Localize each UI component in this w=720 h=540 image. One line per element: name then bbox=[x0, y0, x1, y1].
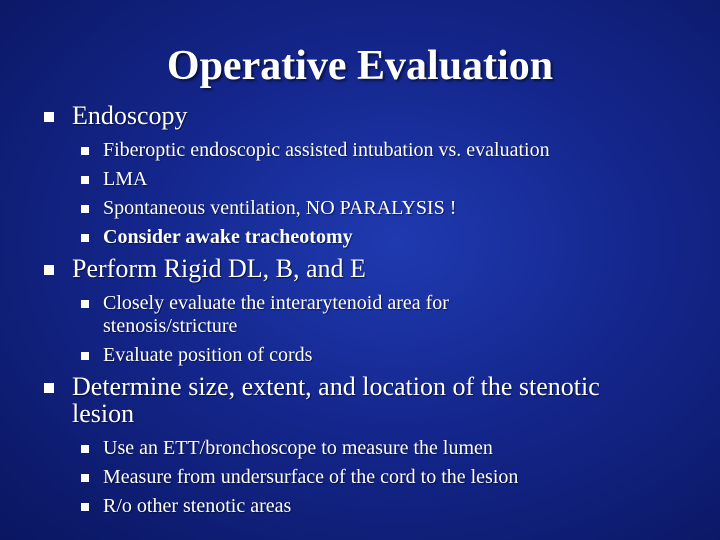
section-heading bbox=[40, 102, 680, 129]
sub-bullet-list bbox=[40, 437, 680, 518]
square-bullet-icon bbox=[81, 147, 89, 155]
list-item bbox=[73, 226, 680, 249]
list-item-text: Evaluate position of cords bbox=[103, 344, 313, 366]
section-heading-text: Perform Rigid DL, B, and E bbox=[72, 254, 366, 283]
list-item bbox=[73, 292, 680, 338]
list-item bbox=[73, 139, 680, 162]
section-heading-text: Determine size, extent, and location of the stenotic lesion bbox=[72, 372, 600, 428]
square-bullet-icon bbox=[81, 176, 89, 184]
list-item-text: R/o other stenotic areas bbox=[103, 495, 292, 517]
square-bullet-icon bbox=[44, 383, 54, 393]
list-item bbox=[73, 495, 680, 518]
square-bullet-icon bbox=[81, 234, 89, 242]
section-heading bbox=[40, 373, 680, 427]
square-bullet-icon bbox=[44, 112, 54, 122]
square-bullet-icon bbox=[81, 503, 89, 511]
section-determine-lesion bbox=[40, 373, 680, 518]
list-item-text: Measure from undersurface of the cord to the lesion bbox=[103, 466, 519, 488]
slide-title: Operative Evaluation bbox=[166, 43, 554, 89]
sub-bullet-list bbox=[40, 139, 680, 249]
square-bullet-icon bbox=[44, 265, 54, 275]
square-bullet-icon bbox=[81, 205, 89, 213]
list-item-text: LMA bbox=[103, 168, 148, 190]
list-item-text: Consider awake tracheotomy bbox=[103, 226, 353, 248]
sub-bullet-list bbox=[40, 292, 680, 367]
square-bullet-icon bbox=[81, 352, 89, 360]
slide-content bbox=[40, 102, 680, 524]
square-bullet-icon bbox=[81, 445, 89, 453]
square-bullet-icon bbox=[81, 300, 89, 308]
list-item bbox=[73, 168, 680, 191]
section-heading bbox=[40, 255, 680, 282]
list-item bbox=[73, 437, 680, 460]
list-item-text: Spontaneous ventilation, NO PARALYSIS ! bbox=[103, 197, 457, 219]
list-item-text: Closely evaluate the interarytenoid area for stenosis/stricture bbox=[103, 292, 449, 337]
list-item bbox=[73, 197, 680, 220]
section-rigid-dl bbox=[40, 255, 680, 367]
list-item bbox=[73, 466, 680, 489]
list-item bbox=[73, 344, 680, 367]
section-heading-text: Endoscopy bbox=[72, 101, 188, 130]
square-bullet-icon bbox=[81, 474, 89, 482]
list-item-text: Use an ETT/bronchoscope to measure the lumen bbox=[103, 437, 493, 459]
list-item-text: Fiberoptic endoscopic assisted intubation vs. evaluation bbox=[103, 139, 550, 161]
section-endoscopy bbox=[40, 102, 680, 249]
